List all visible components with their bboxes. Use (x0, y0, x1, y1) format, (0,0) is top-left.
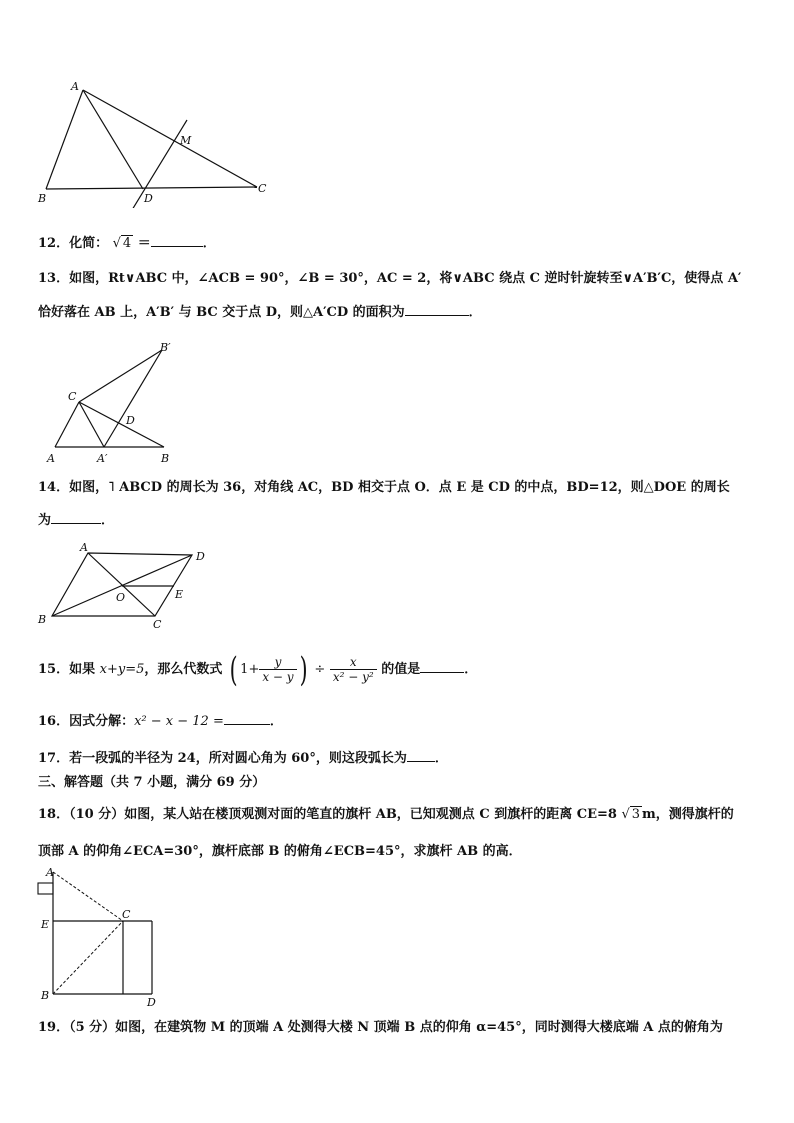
label-A-prime: A′ (97, 452, 108, 465)
label-B: B (161, 452, 170, 465)
q16-expr: x² − x − 12 = (134, 714, 224, 729)
q15-answer-blank[interactable] (420, 660, 464, 673)
q16-end: ． (269, 714, 283, 729)
q15-prefix: 15．如果 (38, 662, 100, 677)
label-B-prime: B′ (160, 341, 171, 354)
q17-text: 17．若一段弧的半径为 24，所对圆心角为 60°，则这段弧长为 (38, 751, 407, 766)
label-A: A (47, 452, 55, 465)
q17-answer-blank[interactable] (407, 749, 435, 762)
q15-end: ． (464, 662, 478, 677)
question-18-line1 (38, 806, 734, 824)
figure-q13 (44, 338, 194, 468)
label-C: C (258, 182, 267, 195)
question-14-line1: 14．如图，˥ ABCD 的周长为 36，对角线 AC，BD 相交于点 O．点 E 是 CD 的中点，BD=12，则△DOE 的周长 (38, 480, 730, 495)
q18-sqrt: √ 3 (621, 807, 641, 822)
question-15 (38, 650, 477, 690)
label-A: A (71, 80, 79, 93)
label-C: C (122, 908, 131, 921)
section-3-heading: 三、解答题（共 7 小题，满分 69 分） (38, 775, 266, 790)
label-M: M (180, 134, 192, 147)
q14-line2-text: 为 (38, 513, 52, 528)
label-A: A (46, 866, 54, 879)
label-B: B (38, 192, 47, 205)
label-E: E (175, 588, 184, 601)
figure-q14 (34, 540, 214, 632)
q13-answer-blank[interactable] (405, 303, 469, 316)
question-17 (38, 749, 448, 768)
q15-div: ÷ (314, 662, 326, 677)
question-13-line2 (38, 303, 482, 322)
q15-condition: x+y=5 (99, 662, 145, 677)
q14-end: ． (101, 513, 115, 528)
q18-line1-post: m，测得旗杆的 (642, 807, 734, 822)
q12-prefix: 12．化简： (38, 236, 109, 251)
q12-end: ． (202, 236, 216, 251)
question-19: 19．（5 分）如图，在建筑物 M 的顶端 A 处测得大楼 N 顶端 B 点的仰角 α=45°，同时测得大楼底端 A 点的俯角为 (38, 1020, 723, 1035)
q16-prefix: 16．因式分解： (38, 714, 135, 729)
question-13-line1: 13．如图，Rt∨ABC 中，∠ACB = 90°，∠B = 30°，AC = 2，将∨ABC 绕点 C 逆时针旋转至∨A′B′C，使得点 A′ (38, 271, 742, 286)
q16-answer-blank[interactable] (224, 712, 270, 725)
q15-fraction-2: $\frac{x}{\text{x² − y²}}$ (330, 655, 377, 684)
label-D: D (147, 996, 156, 1009)
label-B: B (41, 989, 50, 1002)
q15-mid: ，那么代数式 (144, 662, 223, 677)
label-E: E (41, 918, 50, 931)
label-O: O (116, 591, 126, 604)
q15-fraction-1: $\frac{y}{x - y}$ (259, 655, 296, 684)
question-18-line2: 顶部 A 的仰角∠ECA=30°，旗杆底部 B 的俯角∠ECB=45°，求旗杆 AB 的高． (38, 844, 522, 859)
q13-line2-text: 恰好落在 AB 上，A′B′ 与 BC 交于点 D，则△A′CD 的面积为 (38, 305, 405, 320)
q14-answer-blank[interactable] (51, 511, 101, 524)
q12-answer-blank[interactable] (151, 234, 203, 247)
question-16 (38, 712, 283, 731)
q18-line1-text: 18．（10 分）如图，某人站在楼顶观测对面的笔直的旗杆 AB，已知观测点 C 到旗杆的距离 CE=8 (38, 807, 617, 822)
q15-suffix: 的值是 (381, 662, 421, 677)
q13-end: ． (468, 305, 482, 320)
label-D: D (126, 414, 135, 427)
right-paren: ) (299, 649, 308, 690)
q12-eq: ＝ (137, 236, 151, 251)
label-C: C (68, 390, 77, 403)
figure-q11 (34, 78, 274, 208)
label-D: D (196, 550, 205, 563)
q17-end: ． (434, 751, 448, 766)
label-A: A (80, 541, 88, 554)
label-B: B (38, 613, 47, 626)
q12-sqrt: √ 4 (112, 236, 132, 251)
left-paren: ( (229, 649, 238, 690)
q15-one-plus: 1+ (240, 662, 260, 677)
figure-q18 (34, 864, 174, 1010)
label-D: D (144, 192, 153, 205)
question-12 (38, 234, 216, 253)
question-14-line2 (38, 511, 114, 530)
label-C: C (153, 618, 162, 631)
